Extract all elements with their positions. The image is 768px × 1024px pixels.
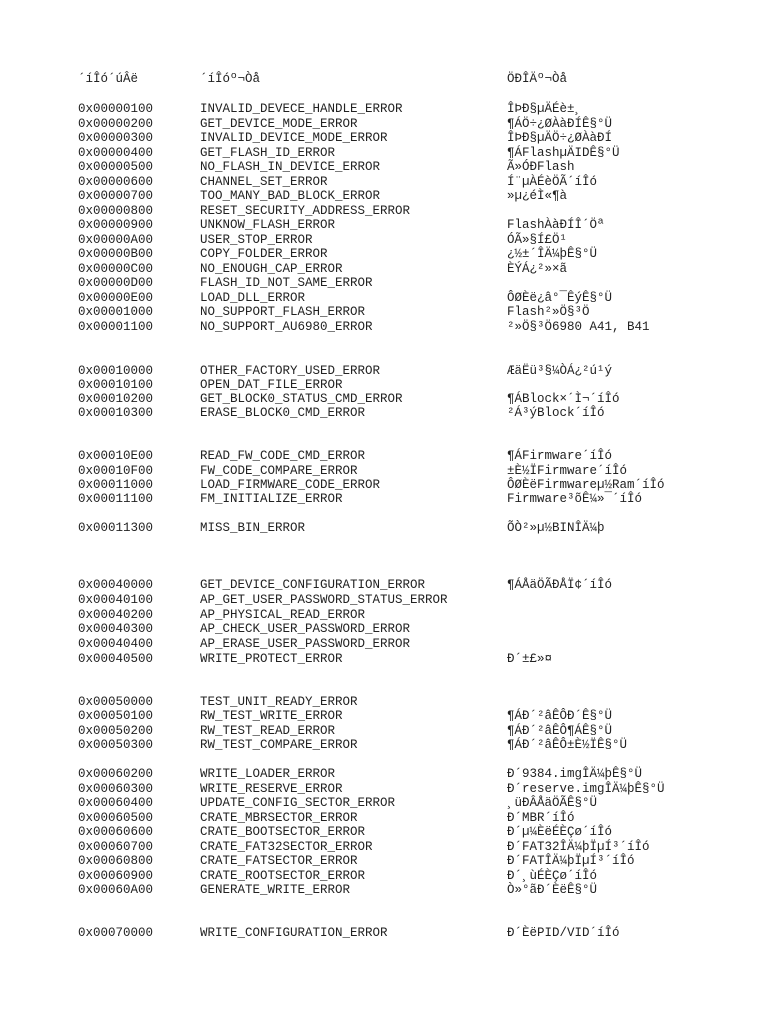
table-header bbox=[0, 72, 768, 87]
error-description: ÓÃ»§Í£Ö¹ bbox=[507, 233, 568, 247]
table-row bbox=[0, 840, 768, 855]
error-code: 0x00060400 bbox=[78, 796, 154, 810]
error-name: MISS_BIN_ERROR bbox=[200, 521, 306, 535]
error-description: Ð´MBR´íÎó bbox=[507, 811, 575, 825]
table-row bbox=[0, 449, 768, 464]
table-row bbox=[0, 364, 768, 379]
error-name: AP_PHYSICAL_READ_ERROR bbox=[200, 608, 366, 622]
error-description: Ð´reserve.imgÎÄ¼þÊ§°Ü bbox=[507, 782, 665, 796]
error-code: 0x00060600 bbox=[78, 825, 154, 839]
table-row bbox=[0, 406, 768, 421]
error-description: ÔØÈë¿â°¯ÊýÊ§°Ü bbox=[507, 291, 613, 305]
error-code: 0x00040000 bbox=[78, 578, 154, 592]
error-code: 0x00000900 bbox=[78, 218, 154, 232]
table-row bbox=[0, 175, 768, 190]
table-row bbox=[0, 146, 768, 161]
error-code: 0x00040300 bbox=[78, 622, 154, 636]
table-row bbox=[0, 767, 768, 782]
error-code: 0x00060500 bbox=[78, 811, 154, 825]
error-code: 0x00000A00 bbox=[78, 233, 154, 247]
table-row bbox=[0, 738, 768, 753]
error-description: »µ¿éÌ«¶à bbox=[507, 189, 568, 203]
error-code: 0x00070000 bbox=[78, 926, 154, 940]
error-description: Ò»°ãÐ´ÈëÊ§°Ü bbox=[507, 883, 598, 897]
error-name: AP_CHECK_USER_PASSWORD_ERROR bbox=[200, 622, 411, 636]
error-code: 0x00010F00 bbox=[78, 464, 154, 478]
table-row bbox=[0, 782, 768, 797]
table-row bbox=[0, 608, 768, 623]
error-code: 0x00060A00 bbox=[78, 883, 154, 897]
error-description: Ã»ÓÐFlash bbox=[507, 160, 575, 174]
error-code: 0x00060200 bbox=[78, 767, 154, 781]
error-name: GET_DEVICE_CONFIGURATION_ERROR bbox=[200, 578, 426, 592]
error-name: FW_CODE_COMPARE_ERROR bbox=[200, 464, 358, 478]
table-row bbox=[0, 291, 768, 306]
error-description: ²»Ö§³Ö6980 A41, B41 bbox=[507, 320, 650, 334]
error-name: AP_GET_USER_PASSWORD_STATUS_ERROR bbox=[200, 593, 448, 607]
error-description: ¶ÁÐ´²âÊÔ¶ÁÊ§°Ü bbox=[507, 724, 613, 738]
error-code: 0x00001000 bbox=[78, 305, 154, 319]
error-description: ¶ÁFlashµÄIDÊ§°Ü bbox=[507, 146, 620, 160]
error-description: Ð´FATÎÄ¼þÏµÍ³´íÎó bbox=[507, 854, 635, 868]
error-code: 0x00040200 bbox=[78, 608, 154, 622]
error-name: OPEN_DAT_FILE_ERROR bbox=[200, 378, 343, 392]
error-name: GET_FLASH_ID_ERROR bbox=[200, 146, 336, 160]
error-name: LOAD_DLL_ERROR bbox=[200, 291, 306, 305]
error-name: UPDATE_CONFIG_SECTOR_ERROR bbox=[200, 796, 396, 810]
table-row bbox=[0, 320, 768, 335]
error-name: TEST_UNIT_READY_ERROR bbox=[200, 695, 358, 709]
error-code: 0x00000E00 bbox=[78, 291, 154, 305]
error-description: ÆäËü³§¼ÒÁ¿²ú¹ý bbox=[507, 364, 613, 378]
error-code: 0x00060800 bbox=[78, 854, 154, 868]
table-row bbox=[0, 189, 768, 204]
error-description: Ð´±£»¤ bbox=[507, 652, 553, 666]
error-name: FLASH_ID_NOT_SAME_ERROR bbox=[200, 276, 373, 290]
error-code: 0x00010000 bbox=[78, 364, 154, 378]
table-row bbox=[0, 593, 768, 608]
table-row bbox=[0, 854, 768, 869]
table-row bbox=[0, 305, 768, 320]
error-name: NO_ENOUGH_CAP_ERROR bbox=[200, 262, 343, 276]
error-name: COPY_FOLDER_ERROR bbox=[200, 247, 328, 261]
table-row bbox=[0, 392, 768, 407]
error-code: 0x00000500 bbox=[78, 160, 154, 174]
error-name: NO_FLASH_IN_DEVICE_ERROR bbox=[200, 160, 381, 174]
error-name: GET_BLOCK0_STATUS_CMD_ERROR bbox=[200, 392, 403, 406]
error-code: 0x00050000 bbox=[78, 695, 154, 709]
table-row bbox=[0, 276, 768, 291]
error-code: 0x00011100 bbox=[78, 492, 154, 506]
error-description: FlashÀàÐÍÎ´Öª bbox=[507, 218, 605, 232]
error-description: Ð´FAT32ÎÄ¼þÏµÍ³´íÎó bbox=[507, 840, 650, 854]
error-name: WRITE_PROTECT_ERROR bbox=[200, 652, 343, 666]
table-row bbox=[0, 578, 768, 593]
error-name: CHANNEL_SET_ERROR bbox=[200, 175, 328, 189]
error-code: 0x00000D00 bbox=[78, 276, 154, 290]
table-row bbox=[0, 378, 768, 393]
error-description: Ð´ÈëPID/VID´íÎó bbox=[507, 926, 620, 940]
error-code: 0x00000100 bbox=[78, 102, 154, 116]
error-description: ÈÝÁ¿²»×ã bbox=[507, 262, 568, 276]
error-description: Flash²»Ö§³Ö bbox=[507, 305, 590, 319]
header-description: ÖÐÎÄº¬Òå bbox=[507, 72, 568, 86]
error-name: CRATE_BOOTSECTOR_ERROR bbox=[200, 825, 366, 839]
error-name: RW_TEST_COMPARE_ERROR bbox=[200, 738, 358, 752]
error-description: ÕÒ²»µ½BINÎÄ¼þ bbox=[507, 521, 605, 535]
table-row bbox=[0, 521, 768, 536]
error-code: 0x00050200 bbox=[78, 724, 154, 738]
error-name: GET_DEVICE_MODE_ERROR bbox=[200, 117, 358, 131]
error-description: ¶ÁÅäÖÃÐÅÏ¢´íÎó bbox=[507, 578, 613, 592]
error-description: ¸üÐÂÅäÖÃÊ§°Ü bbox=[507, 796, 598, 810]
table-row bbox=[0, 637, 768, 652]
table-row bbox=[0, 724, 768, 739]
error-description: Ð´9384.imgÎÄ¼þÊ§°Ü bbox=[507, 767, 643, 781]
table-row bbox=[0, 492, 768, 507]
header-name: ´íÎóº¬Òå bbox=[200, 72, 261, 86]
table-row bbox=[0, 883, 768, 898]
table-row bbox=[0, 926, 768, 941]
error-description: ÎÞÐ§µÄÉè±¸ bbox=[507, 102, 583, 116]
error-name: NO_SUPPORT_FLASH_ERROR bbox=[200, 305, 366, 319]
table-row bbox=[0, 218, 768, 233]
table-row bbox=[0, 117, 768, 132]
error-name: TOO_MANY_BAD_BLOCK_ERROR bbox=[200, 189, 381, 203]
table-row bbox=[0, 709, 768, 724]
error-description: Ð´µ¼ÈëÉÈÇø´íÎó bbox=[507, 825, 613, 839]
error-name: RW_TEST_READ_ERROR bbox=[200, 724, 336, 738]
error-name: CRATE_FATSECTOR_ERROR bbox=[200, 854, 358, 868]
error-name: ERASE_BLOCK0_CMD_ERROR bbox=[200, 406, 366, 420]
error-description: ±È½ÏFirmware´íÎó bbox=[507, 464, 628, 478]
error-code: 0x00000800 bbox=[78, 204, 154, 218]
error-code: 0x00060700 bbox=[78, 840, 154, 854]
error-code: 0x00040100 bbox=[78, 593, 154, 607]
table-row bbox=[0, 869, 768, 884]
error-description: ¶ÁBlock×´Ì¬´íÎó bbox=[507, 392, 620, 406]
error-code: 0x00060900 bbox=[78, 869, 154, 883]
error-description: ¶ÁFirmware´íÎó bbox=[507, 449, 613, 463]
error-name: USER_STOP_ERROR bbox=[200, 233, 313, 247]
error-code: 0x00000600 bbox=[78, 175, 154, 189]
error-code: 0x00040500 bbox=[78, 652, 154, 666]
error-code: 0x00011000 bbox=[78, 478, 154, 492]
error-name: OTHER_FACTORY_USED_ERROR bbox=[200, 364, 381, 378]
error-description: ÎÞÐ§µÄÖ÷¿ØÀàÐÍ bbox=[507, 131, 613, 145]
table-row bbox=[0, 652, 768, 667]
error-description: ÔØÈëFirmwareµ½Ram´íÎó bbox=[507, 478, 665, 492]
table-row bbox=[0, 796, 768, 811]
table-row bbox=[0, 102, 768, 117]
table-row bbox=[0, 204, 768, 219]
table-row bbox=[0, 825, 768, 840]
table-row bbox=[0, 160, 768, 175]
table-row bbox=[0, 811, 768, 826]
table-row bbox=[0, 131, 768, 146]
table-row bbox=[0, 233, 768, 248]
header-code: ´íÎó´úÂë bbox=[78, 72, 139, 86]
error-description: ¶ÁÐ´²âÊÔÐ´Ê§°Ü bbox=[507, 709, 613, 723]
error-name: NO_SUPPORT_AU6980_ERROR bbox=[200, 320, 373, 334]
table-row bbox=[0, 695, 768, 710]
table-row bbox=[0, 622, 768, 637]
error-code: 0x00000700 bbox=[78, 189, 154, 203]
error-name: RW_TEST_WRITE_ERROR bbox=[200, 709, 343, 723]
error-code: 0x00010200 bbox=[78, 392, 154, 406]
error-description: ¶ÁÐ´²âÊÔ±È½ÏÊ§°Ü bbox=[507, 738, 628, 752]
error-code: 0x00000400 bbox=[78, 146, 154, 160]
error-name: CRATE_ROOTSECTOR_ERROR bbox=[200, 869, 366, 883]
error-code: 0x00000200 bbox=[78, 117, 154, 131]
error-description: Í¨µÀÉèÖÃ´íÎó bbox=[507, 175, 598, 189]
error-name: RESET_SECURITY_ADDRESS_ERROR bbox=[200, 204, 411, 218]
error-name: AP_ERASE_USER_PASSWORD_ERROR bbox=[200, 637, 411, 651]
error-code: 0x00040400 bbox=[78, 637, 154, 651]
error-code: 0x00000300 bbox=[78, 131, 154, 145]
error-description: Ð´¸ùÉÈÇø´íÎó bbox=[507, 869, 598, 883]
error-description: ¶ÁÖ÷¿ØÀàÐÍÊ§°Ü bbox=[507, 117, 613, 131]
error-code: 0x00010E00 bbox=[78, 449, 154, 463]
error-name: WRITE_RESERVE_ERROR bbox=[200, 782, 343, 796]
error-code: 0x00050100 bbox=[78, 709, 154, 723]
error-name: UNKNOW_FLASH_ERROR bbox=[200, 218, 336, 232]
error-name: INVALID_DEVECE_HANDLE_ERROR bbox=[200, 102, 403, 116]
error-code: 0x00050300 bbox=[78, 738, 154, 752]
error-name: READ_FW_CODE_CMD_ERROR bbox=[200, 449, 366, 463]
error-description: ¿½±´ÎÄ¼þÊ§°Ü bbox=[507, 247, 598, 261]
error-name: GENERATE_WRITE_ERROR bbox=[200, 883, 351, 897]
table-row bbox=[0, 262, 768, 277]
error-name: LOAD_FIRMWARE_CODE_ERROR bbox=[200, 478, 381, 492]
error-name: CRATE_MBRSECTOR_ERROR bbox=[200, 811, 358, 825]
error-code: 0x00010300 bbox=[78, 406, 154, 420]
error-code: 0x00060300 bbox=[78, 782, 154, 796]
table-row bbox=[0, 478, 768, 493]
error-name: INVALID_DEVICE_MODE_ERROR bbox=[200, 131, 388, 145]
error-description: Firmware³õÊ¼»¯´íÎó bbox=[507, 492, 643, 506]
error-name: WRITE_LOADER_ERROR bbox=[200, 767, 336, 781]
error-description: ²Á³ýBlock´íÎó bbox=[507, 406, 605, 420]
error-code: 0x00000C00 bbox=[78, 262, 154, 276]
error-code: 0x00000B00 bbox=[78, 247, 154, 261]
error-code: 0x00010100 bbox=[78, 378, 154, 392]
table-row bbox=[0, 247, 768, 262]
error-code: 0x00011300 bbox=[78, 521, 154, 535]
error-name: FM_INITIALIZE_ERROR bbox=[200, 492, 343, 506]
error-name: CRATE_FAT32SECTOR_ERROR bbox=[200, 840, 373, 854]
error-name: WRITE_CONFIGURATION_ERROR bbox=[200, 926, 388, 940]
table-row bbox=[0, 464, 768, 479]
error-code: 0x00001100 bbox=[78, 320, 154, 334]
